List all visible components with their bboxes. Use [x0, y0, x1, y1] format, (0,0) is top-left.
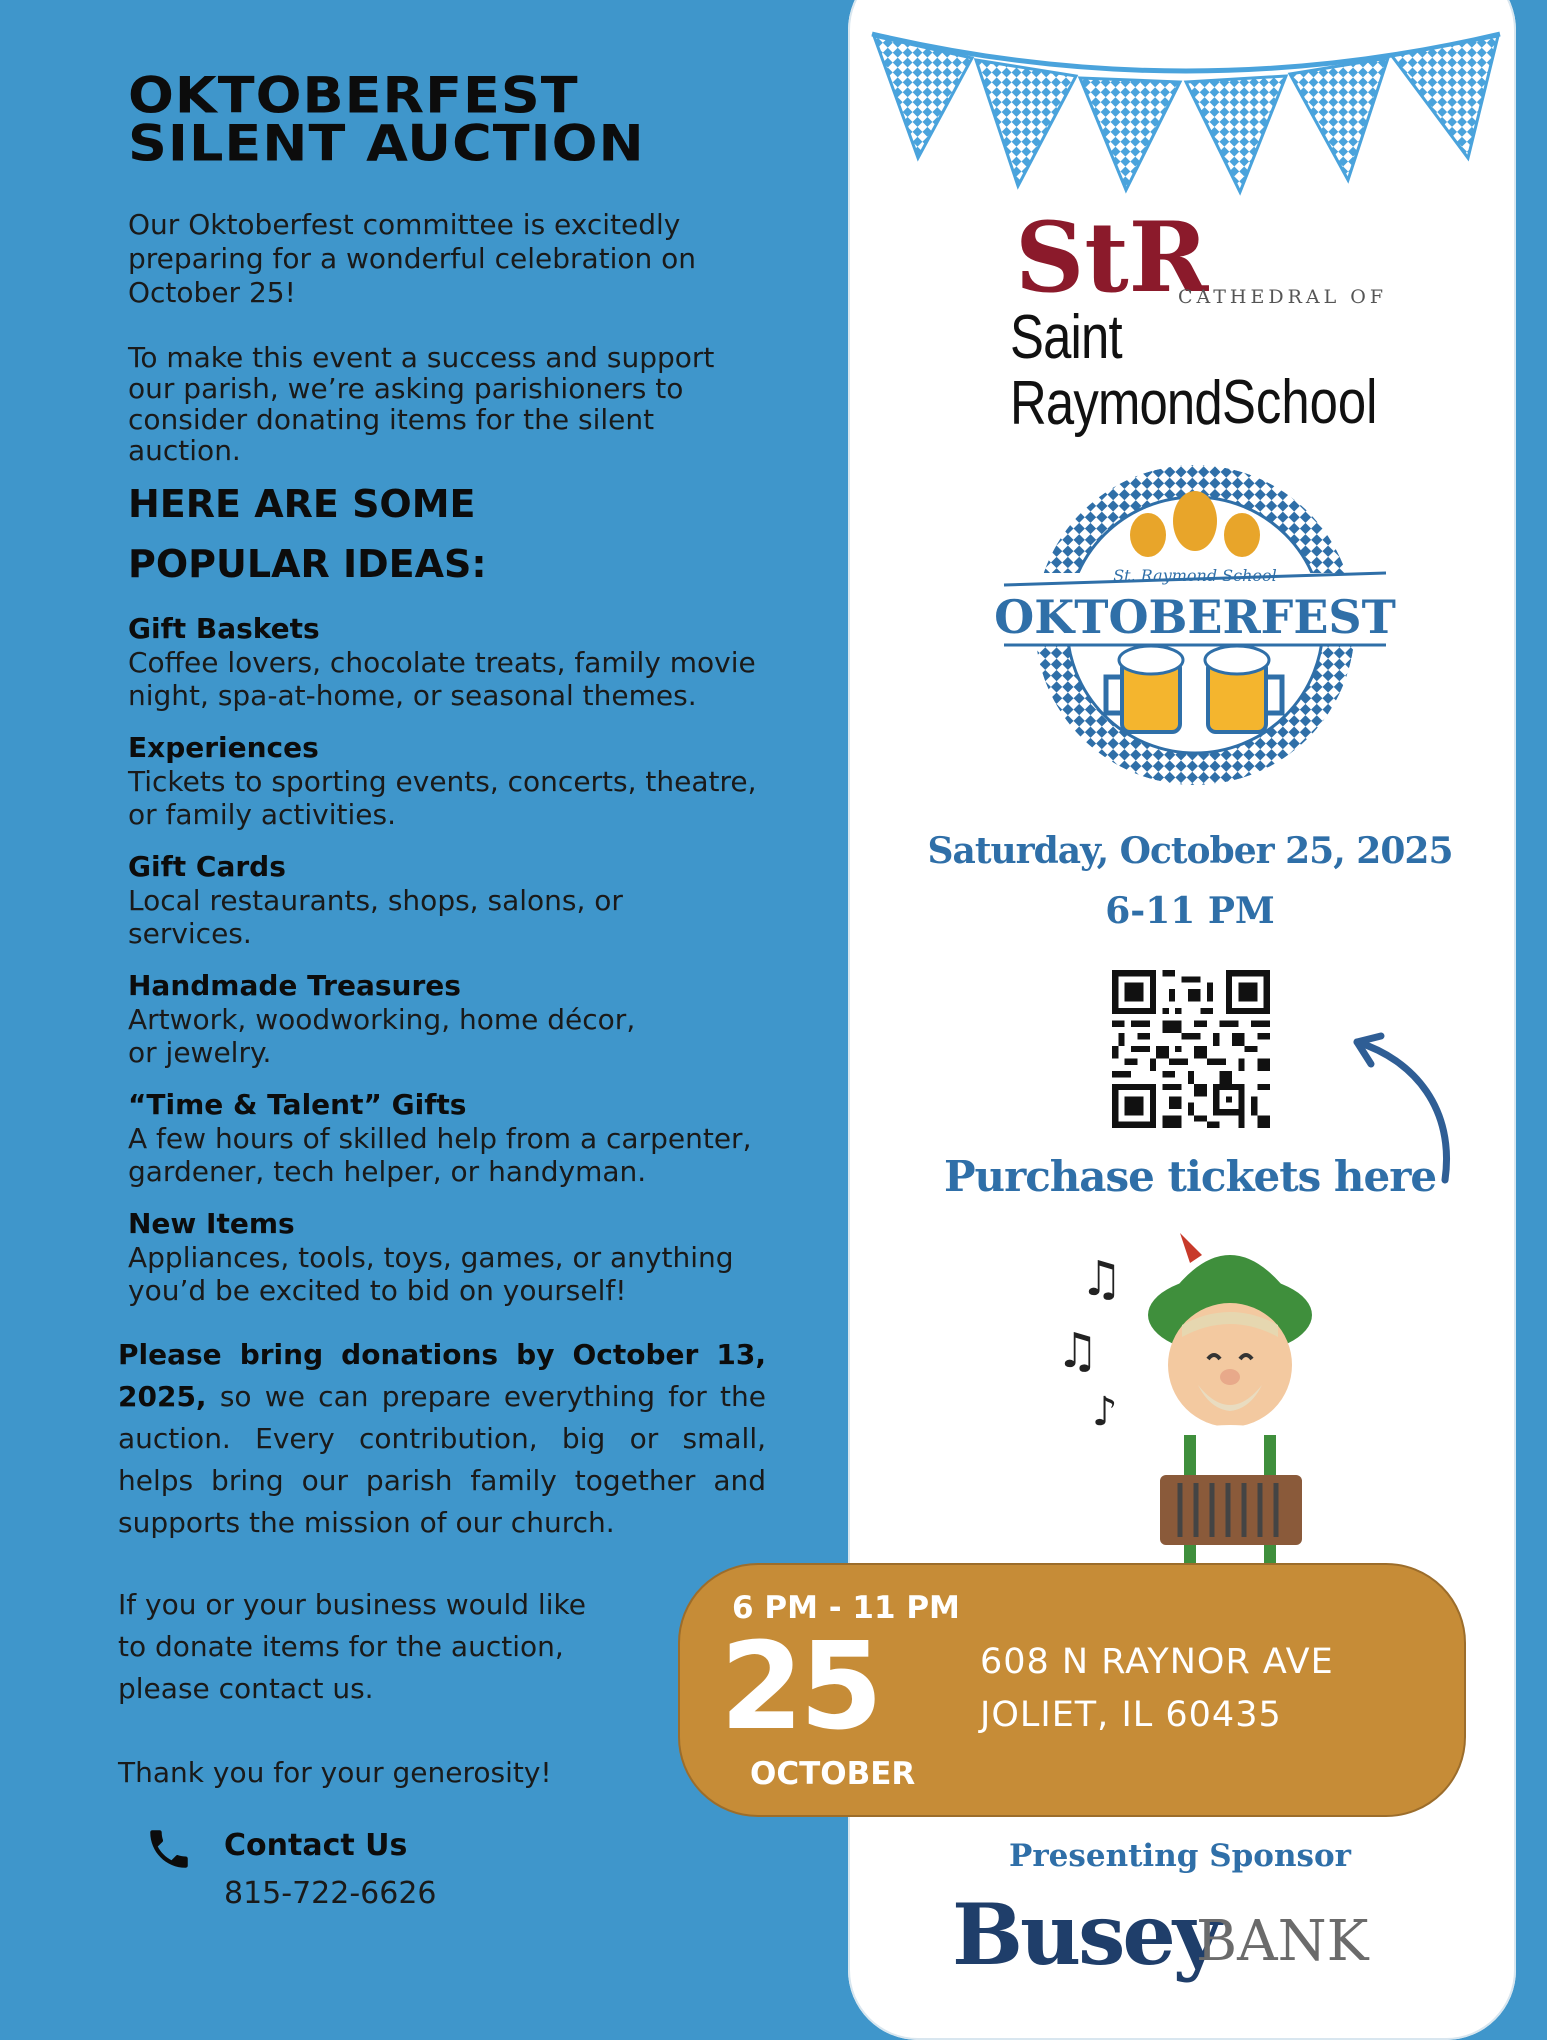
logo-school-name: Saint Raymond: [1010, 303, 1222, 438]
banner-address-line1: 608 N RAYNOR AVE: [980, 1642, 1334, 1682]
contact-label: Contact Us: [224, 1828, 408, 1863]
purchase-tickets-text[interactable]: Purchase tickets here: [943, 1152, 1437, 1201]
banner-day: 25: [720, 1618, 879, 1757]
thank-you-text: Thank you for your generosity!: [118, 1756, 552, 1789]
idea-time-and-talent: “Time & Talent” Gifts A few hours of skilled help from a carpenter, gardener, tech helper, or handyman.: [128, 1088, 752, 1188]
sponsor-logo: [948, 1880, 1418, 1990]
idea-experiences: Experiences Tickets to sporting events, concerts, theatre, or family activities.: [128, 731, 757, 831]
svg-text:Busey: Busey: [952, 1885, 1219, 1984]
intro-paragraph-2: To make this event a success and support our parish, we’re asking parishioners to consider donating items for the silent auction.: [128, 341, 715, 467]
logo-school-word: School: [1222, 368, 1378, 437]
idea-new-items: New Items Appliances, tools, toys, games, or anything you’d be excited to bid on yourself!: [128, 1207, 734, 1307]
bunting-decoration: [868, 18, 1504, 208]
contact-phone[interactable]: 815-722-6626: [224, 1876, 437, 1911]
sponsor-label: Presenting Sponsor: [1009, 1838, 1351, 1874]
idea-gift-baskets: Gift Baskets Coffee lovers, chocolate treats, family movie night, spa-at-home, or seasonal themes.: [128, 612, 756, 712]
svg-text:♫: ♫: [1056, 1323, 1100, 1379]
idea-handmade-treasures: Handmade Treasures Artwork, woodworking, home décor, or jewelry.: [128, 969, 636, 1069]
intro-paragraph-1: Our Oktoberfest committee is excitedly preparing for a wonderful celebration on October 25!: [128, 208, 697, 309]
logo-cathedral-text: CATHEDRAL OF: [1178, 286, 1388, 308]
svg-text:StR: StR: [1015, 201, 1209, 314]
accordion-musician-illustration: [1040, 1225, 1340, 1565]
page-title: OKTOBERFEST SILENT AUCTION: [128, 66, 645, 173]
business-donation-text: If you or your business would like to donate items for the auction, please contact us.: [118, 1588, 586, 1705]
donation-deadline: Please bring donations by October 13, 2025,: [118, 1338, 766, 1413]
ideas-heading: HERE ARE SOME POPULAR IDEAS:: [128, 482, 487, 586]
svg-text:OKTOBERFEST: OKTOBERFEST: [994, 590, 1396, 644]
ticket-qr-code[interactable]: [1112, 970, 1270, 1128]
phone-icon: [144, 1824, 194, 1874]
banner-month: OCTOBER: [750, 1756, 916, 1792]
event-time: 6-11 PM: [1105, 890, 1275, 932]
svg-text:BANK: BANK: [1196, 1909, 1369, 1974]
svg-text:♫: ♫: [1080, 1251, 1124, 1307]
donation-deadline-paragraph: [118, 1334, 766, 1544]
donation-deadline-detail: so we can prepare everything for the auction. Every contribution, big or small, helps bring our parish family together and supports the mission of our church.: [118, 1380, 766, 1539]
school-logo-mark: [1015, 201, 1209, 314]
banner-address-line2: JOLIET, IL 60435: [980, 1695, 1282, 1735]
idea-gift-cards: Gift Cards Local restaurants, shops, salons, or services.: [128, 850, 623, 950]
svg-text:♪: ♪: [1092, 1389, 1118, 1435]
event-date: Saturday, October 25, 2025: [927, 830, 1453, 872]
banner-time: 6 PM - 11 PM: [732, 1590, 960, 1626]
svg-text:St. Raymond School: St. Raymond School: [1113, 566, 1277, 585]
oktoberfest-emblem: [994, 455, 1396, 795]
